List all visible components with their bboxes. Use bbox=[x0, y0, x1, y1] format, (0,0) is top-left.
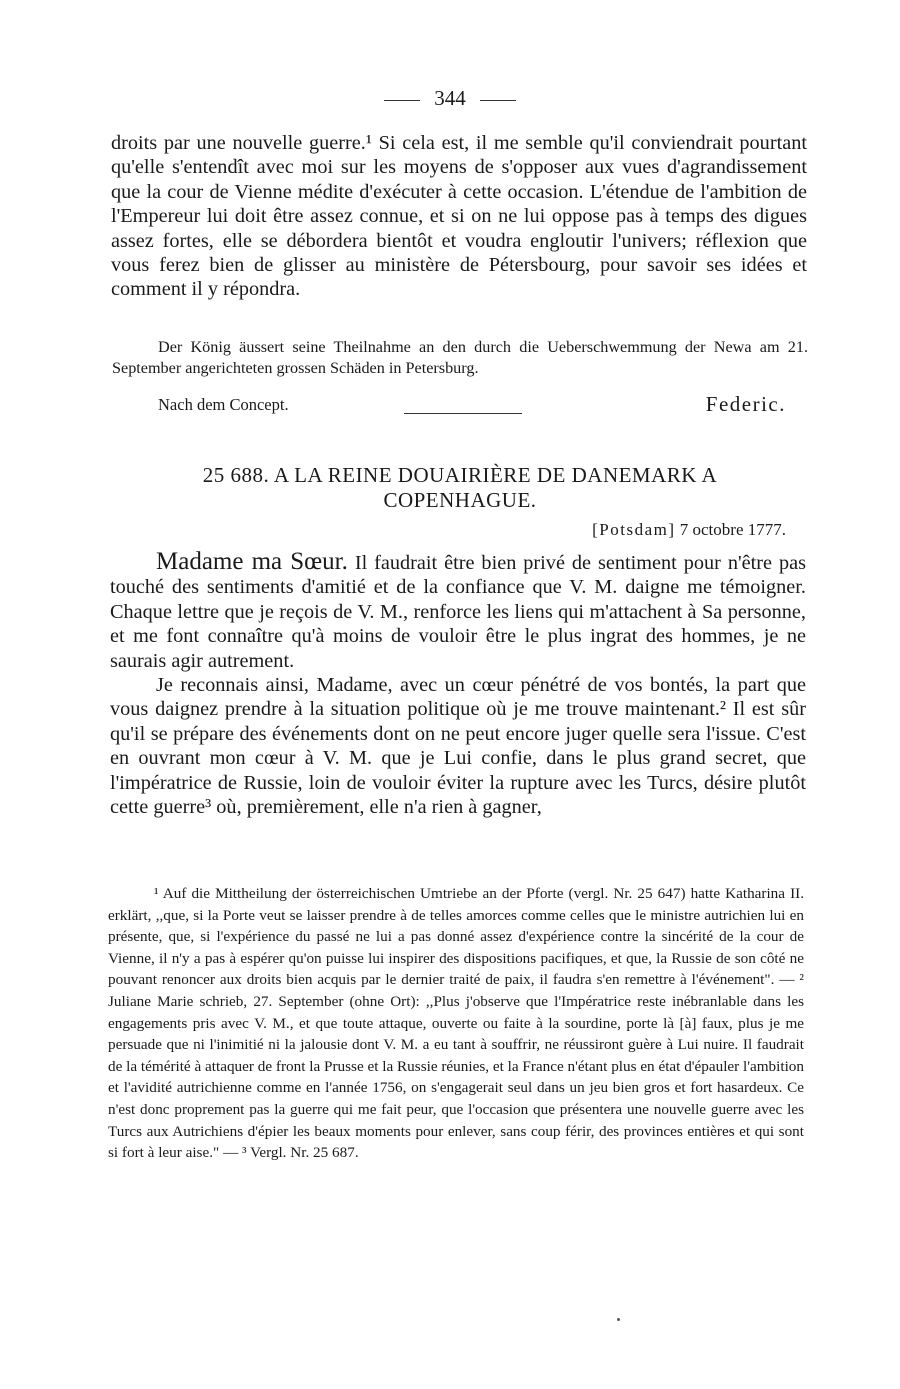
footnote-text: ¹ Auf die Mittheilung der österreichischen Umtriebe an der Pforte (vergl. Nr. 25 647) hatte Katharina II. erklärt, ,,que, si la Porte veut se laisser prendre à de telles amorces comme celles que le ministre autrichien lui en présente, que, si l'expérience du passé ne lui a pas donné assez d'expérience contre la sincérité de la cour de Vienne, il n'y a pas à espérer qu'on puisse lui inspirer des dispositions pacifiques, et que, la Russie de son côté ne pouvant renoncer aux droits bien acquis par le dernier traité de paix, il faudra s'en remettre à l'événement". — ² Juliane Marie schrieb, 27. September (ohne Ort): ,,Plus j'observe que l'Impératrice reste inébranlable dans les engagements pris avec V. M., et que toute attaque, ouverte ou faite à la sourdine, porte là [à] faux, plus je me persuade que ni l'inimitié ni la jalousie dont V. M. a eu tant à souffrir, ne réussiront guère à Lui nuire. Il faudrait de la témérité à attaquer de front la Prusse et la Russie réunies, et la France n'étant plus en état d'épauler l'ambition et l'avidité autrichienne comme en l'année 1756, on s'engagerait seul dans un jeu bien gros et fort hasardeux. Ce n'est donc proprement pas la guerre qui me fait peur, que l'occasion que présentera une nouvelle guerre avec les Turcs aux Autrichiens d'épier les beaux moments pour enlever, sans coup férir, des provinces entières et qui sont si fort à leur aise." — ³ Vergl. Nr. 25 687. bbox=[108, 885, 804, 1162]
letter-body bbox=[110, 550, 806, 819]
summary-note: Der König äussert seine Theilnahme an den durch die Ueberschwemmung der Newa am 21. September angerichteten grossen Schäden in Petersburg. bbox=[112, 338, 808, 377]
signature: Federic. bbox=[705, 392, 786, 416]
salutation: Madame ma Sœur. bbox=[156, 548, 348, 575]
page-number: 344 bbox=[434, 86, 466, 110]
letter-place: [Potsdam] bbox=[592, 520, 676, 539]
letter-date-text: 7 octobre 1777. bbox=[679, 520, 786, 539]
continuation-paragraph: droits par une nouvelle guerre.¹ Si cela est, il me semble qu'il conviendrait pourtant qu'elle s'entendît avec moi sur les moyens de s'opposer aux vues d'agrandissement que la cour de Vienne médite d'exécuter à cette occasion. L'étendue de l'ambition de l'Empereur lui doit être assez connue, et si on ne lui oppose pas à temps des digues assez fortes, elle se débordera bientôt et voudra engloutir l'univers; réflexion que vous ferez bien de glisser au ministère de Pétersbourg, pour savoir ses idées et comment il y répondra. bbox=[111, 132, 807, 301]
header-rule-left bbox=[384, 100, 420, 101]
footnotes bbox=[108, 883, 804, 1164]
letter-paragraph-1-text: Il faudrait être bien privé de sentiment pour n'être pas touché des sentiments d'amitié et de la confiance que V. M. daigne me témoigner. Chaque lettre que je reçois de V. M., renforce les liens qui m'attachent à Sa personne, et me font connaître qu'à moins de vouloir être le plus ingrat des hommes, je ne saurais agir autrement. bbox=[110, 552, 806, 672]
letter-paragraph-2: Je reconnais ainsi, Madame, avec un cœur pénétré de vos bontés, la part que vous daignez prendre à la situation politique où je me trouve maintenant.² Il est sûr qu'il se prépare des événements dont on ne peut encore juger quelle sera l'issue. C'est en ouvrant mon cœur à V. M. que je Lui confie, dans le plus grand secret, que l'impératrice de Russie, loin de vouloir éviter la rupture avec les Turcs, désire plutôt cette guerre³ où, premièrement, elle n'a rien à gagner, bbox=[110, 674, 806, 819]
summary-block bbox=[112, 337, 808, 379]
stray-mark bbox=[617, 1318, 620, 1321]
header-rule-right bbox=[480, 100, 516, 101]
continuation-block bbox=[111, 131, 807, 302]
letter-date bbox=[592, 520, 786, 540]
section-divider bbox=[404, 413, 522, 414]
signoff bbox=[158, 392, 786, 421]
source-note: Nach dem Concept. bbox=[158, 395, 289, 414]
letter-paragraph-1 bbox=[110, 550, 806, 673]
letter-title: 25 688. A LA REINE DOUAIRIÈRE DE DANEMARK A COPENHAGUE. bbox=[202, 463, 718, 512]
page-header bbox=[0, 86, 900, 111]
